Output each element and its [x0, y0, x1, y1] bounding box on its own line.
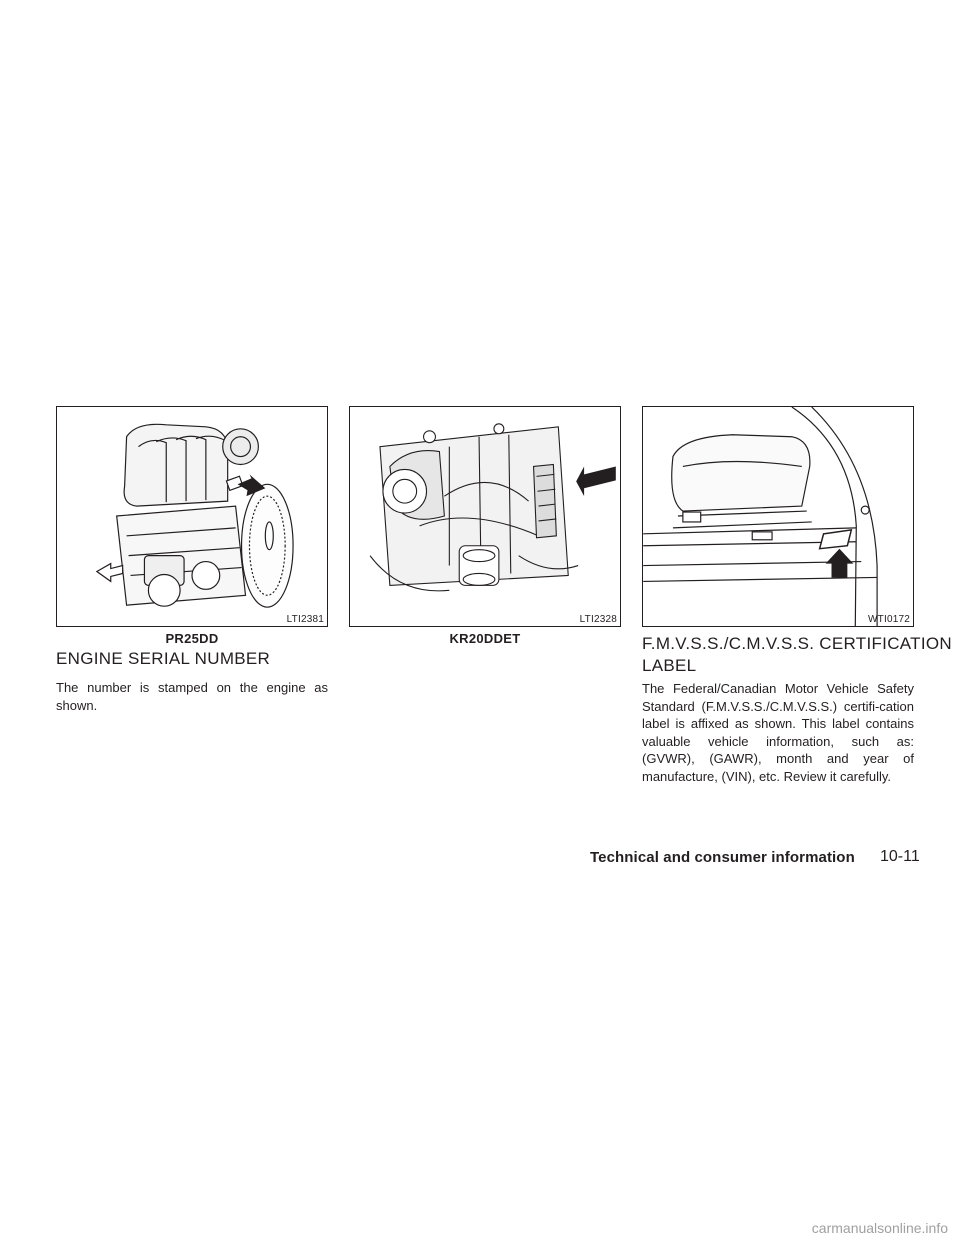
watermark: carmanualsonline.info [811, 1220, 948, 1236]
figure-certification-label [642, 406, 914, 627]
page-number: 10-11 [880, 848, 920, 865]
figure-title: PR25DD [165, 631, 219, 646]
door-sill-label-illustration [643, 407, 913, 626]
section-heading-engine-serial: ENGINE SERIAL NUMBER [56, 649, 271, 668]
figure-kr20ddet [349, 406, 621, 627]
engine-serial-body: The number is stamped on the engine as shown. [56, 680, 328, 713]
engine-kr20ddet-illustration [350, 407, 620, 626]
figure-pr25dd [56, 406, 328, 627]
figure-code: LTI2328 [579, 614, 617, 625]
figure-code: LTI2381 [286, 614, 324, 625]
certification-body: The Federal/Canadian Motor Vehicle Safety Standard (F.M.V.S.S./C.M.V.S.S.) certifi-cation label is affixed as shown. This label contains valuable vehicle information, such as: (GVWR), (GAWR), month and year of manufacture, (VIN), etc. Review it carefully. [642, 681, 914, 784]
footer-section-title: Technical and consumer information [590, 849, 855, 866]
heading-line: F.M.V.S.S./C.M.V.S.S. CERTIFICATION [642, 634, 952, 653]
engine-pr25dd-illustration [57, 407, 327, 626]
figure-code: WTI0172 [868, 614, 910, 625]
heading-line: LABEL [642, 656, 697, 675]
figure-title: KR20DDET [449, 631, 521, 646]
section-heading-certification [642, 633, 952, 677]
